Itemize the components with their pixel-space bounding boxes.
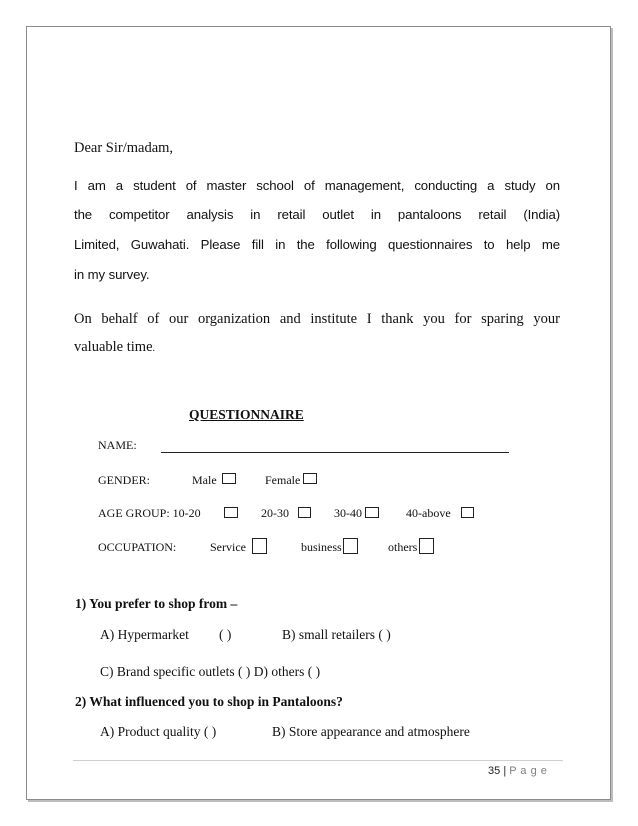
- age-40-above-label: 40-above: [406, 506, 451, 520]
- age-20-30-checkbox[interactable]: [298, 507, 311, 518]
- occupation-business-label: business: [301, 540, 342, 554]
- footer-separator: |: [503, 765, 507, 777]
- occupation-business-checkbox[interactable]: [343, 538, 358, 554]
- age-20-30-label: 20-30: [261, 506, 289, 520]
- gender-male-label: Male: [192, 473, 217, 487]
- footer-divider: [73, 760, 563, 761]
- occupation-others-checkbox[interactable]: [419, 538, 434, 554]
- paragraph-line: Limited, Guwahati. Please fill in the following questionnaires to help me: [74, 237, 560, 252]
- thanks-period: .: [152, 343, 156, 354]
- page-word: P a g e: [509, 765, 548, 777]
- occupation-service-checkbox[interactable]: [252, 538, 267, 554]
- age-40-above-checkbox[interactable]: [461, 507, 474, 518]
- gender-female-label: Female: [265, 473, 301, 487]
- thanks-text: valuable time: [74, 339, 153, 355]
- question-2-title: 2) What influenced you to shop in Pantaloons?: [75, 694, 343, 709]
- gender-male-checkbox[interactable]: [222, 473, 236, 484]
- gender-female-checkbox[interactable]: [303, 473, 317, 484]
- question-1-option-b: B) small retailers ( ): [282, 627, 391, 642]
- question-1-title: 1) You prefer to shop from –: [75, 596, 238, 611]
- occupation-others-label: others: [388, 540, 418, 554]
- question-1-options-c-d: C) Brand specific outlets ( ) D) others ( ): [100, 664, 321, 679]
- question-1-option-a: A) Hypermarket: [100, 627, 189, 642]
- paragraph-line: in my survey.: [74, 267, 150, 282]
- age-30-40-checkbox[interactable]: [365, 507, 379, 518]
- question-2-option-a: A) Product quality ( ): [100, 724, 217, 739]
- page-number: 35: [488, 765, 501, 777]
- age-10-20-checkbox[interactable]: [224, 507, 238, 518]
- name-field[interactable]: [161, 452, 509, 453]
- age-30-40-label: 30-40: [334, 506, 362, 520]
- occupation-label: OCCUPATION:: [98, 540, 177, 554]
- question-1-option-a-mark[interactable]: ( ): [219, 627, 232, 642]
- thanks-line-2: [74, 339, 155, 356]
- gender-label: GENDER:: [98, 473, 150, 487]
- thanks-line: On behalf of our organization and institute I thank you for sparing your: [74, 311, 560, 327]
- paragraph-line: I am a student of master school of management, conducting a study on: [74, 178, 560, 193]
- occupation-service-label: Service: [210, 540, 246, 554]
- question-2-option-b: B) Store appearance and atmosphere: [272, 724, 470, 739]
- name-label: NAME:: [98, 438, 137, 452]
- paragraph-line: the competitor analysis in retail outlet in pantaloons retail (India): [74, 207, 560, 222]
- age-group-label: AGE GROUP: 10-20: [98, 506, 201, 520]
- questionnaire-title: QUESTIONNAIRE: [189, 407, 304, 422]
- salutation: Dear Sir/madam,: [74, 140, 174, 156]
- page-footer: [488, 765, 547, 777]
